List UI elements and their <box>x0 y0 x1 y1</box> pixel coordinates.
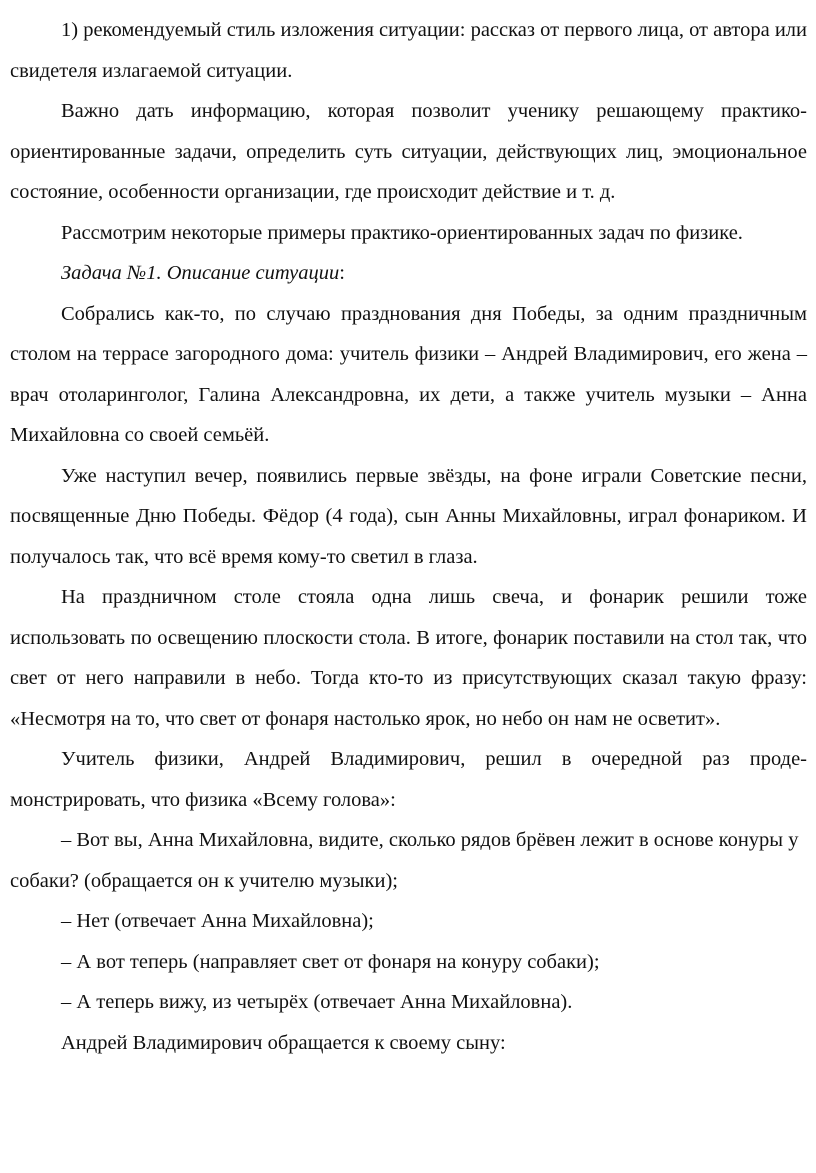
dialog-line: – Вот вы, Анна Михайловна, видите, сколько рядов брёвен лежит в основе конуры у собаки? (обращается он к учителю музыки); <box>10 829 799 892</box>
dialog-line: – Нет (отвечает Анна Михайловна); <box>61 910 374 932</box>
paragraph-style-note: 1) рекомендуемый стиль изложения ситуации: рассказ от первого лица, от автора или свидетеля излагаемой ситуации. <box>10 19 807 82</box>
task-heading-suffix: : <box>339 262 345 284</box>
paragraph-physics-teacher: Учитель физики, Андрей Владимирович, решил в очередной раз продемонстрировать, что физика «Всему голова»: <box>10 748 807 811</box>
paragraph-evening: Уже наступил вечер, появились первые звёзды, на фоне играли Советские песни, посвященные Дню Победы. Фёдор (4 года), сын Анны Михайловны, играл фонариком. И получалось так, что всё время кому-то светил в глаза. <box>10 464 807 568</box>
paragraph-gathering: Собрались как-то, по случаю празднования дня Победы, за одним праздничным столом на террасе загородного дома: учитель физики – Андрей Владимирович, его жена – врач отоларинголог, Галина Александровна, их дети, а также учитель музыки – Анна Михайловна со своей семьёй. <box>10 302 807 446</box>
paragraph-address-son: Андрей Владимирович обращается к своему сыну: <box>61 1031 506 1054</box>
paragraph-examples-intro: Рассмотрим некоторые примеры практико-ориентированных задач по физике. <box>61 221 743 244</box>
paragraph-information-note: Важно дать информацию, которая позволит ученику решающему практико-ориентированные задачи, определить суть ситуации, действующих лиц, эмоциональное состояние, особенности организации, где происходит действие и т. д. <box>10 100 807 203</box>
dialog-line: – А теперь вижу, из четырёх (отвечает Анна Михайловна). <box>61 991 573 1013</box>
dialog-line: – А вот теперь (направляет свет от фонаря на конуру собаки); <box>61 950 600 973</box>
document-page <box>10 10 807 1063</box>
paragraph-flashlight: На праздничном столе стояла одна лишь свеча, и фонарик решили тоже использовать по освещению плоскости стола. В итоге, фонарик поставили на стол так, что свет от него направили в небо. Тогда кто-то из присутствующих сказал такую фразу: «Несмотря на то, что свет от фонаря настолько ярок, но небо он нам не осветит». <box>10 586 807 730</box>
task-heading <box>10 253 807 294</box>
task-heading-label: Задача №1. Описание ситуации <box>61 262 340 284</box>
